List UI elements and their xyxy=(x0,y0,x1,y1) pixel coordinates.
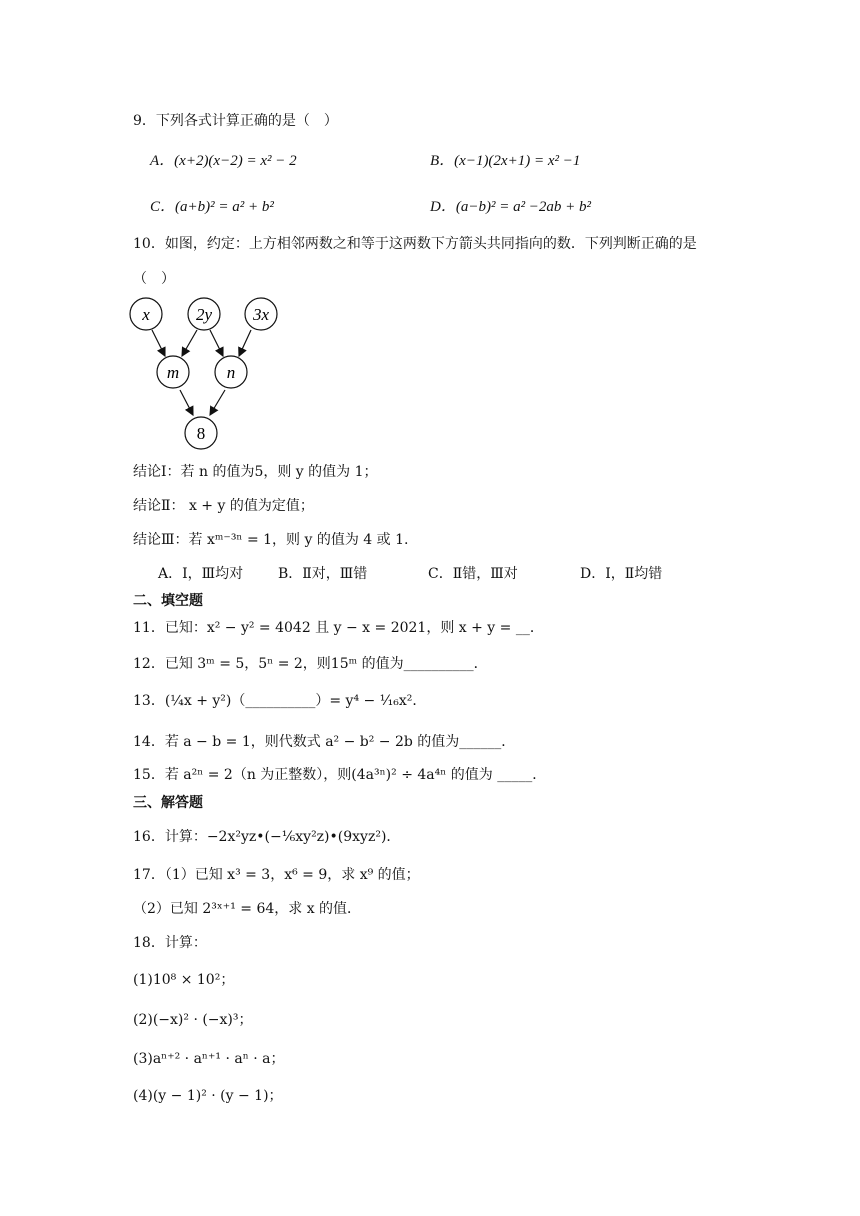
arrow-m-to-8 xyxy=(180,390,193,415)
q9-option-c: C．(a+b)² = a² + b² xyxy=(150,199,274,215)
section-fill-in-title: 二、填空题 xyxy=(133,593,203,609)
q9-stem: 9．下列各式计算正确的是（ ） xyxy=(133,113,338,129)
q10-paren: （ ） xyxy=(133,271,175,287)
q17-part-1: 17．（1）已知 x³ = 3，x⁶ = 9，求 x⁹ 的值； xyxy=(133,867,420,883)
q12: 12．已知 3ᵐ = 5，5ⁿ = 2，则15ᵐ 的值为__________． xyxy=(133,656,488,672)
q11: 11．已知：x² − y² = 4042 且 y − x = 2021，则 x + y = __． xyxy=(133,620,544,636)
q18-item-3: (3)aⁿ⁺² · aⁿ⁺¹ · aⁿ · a； xyxy=(133,1051,285,1067)
node-mid-2: n xyxy=(226,363,236,382)
q10-conclusion-1: 结论Ⅰ：若 n 的值为5，则 y 的值为 1； xyxy=(133,464,378,480)
q10-conclusion-3: 结论Ⅲ：若 xᵐ⁻³ⁿ = 1，则 y 的值为 4 或 1. xyxy=(133,532,409,548)
q18-item-2: (2)(−x)² · (−x)³； xyxy=(133,1012,253,1028)
arrow-x-to-m xyxy=(152,330,165,356)
q10-option-a: A．Ⅰ，Ⅲ均对 xyxy=(158,566,244,582)
q10-option-c: C．Ⅱ错，Ⅲ对 xyxy=(428,566,518,582)
q9-option-b: B．(x−1)(2x+1) = x² −1 xyxy=(430,153,581,169)
arrow-2y-to-m xyxy=(182,330,197,356)
q9-option-a: A．(x+2)(x−2) = x² − 2 xyxy=(150,153,297,169)
node-mid-1: m xyxy=(166,363,180,382)
q9-option-d: D．(a−b)² = a² −2ab + b² xyxy=(430,199,592,215)
q10-option-d: D．Ⅰ，Ⅱ均错 xyxy=(580,566,663,582)
q10-option-b: B．Ⅱ对，Ⅲ错 xyxy=(278,566,368,582)
q18-item-4: (4)(y − 1)² · (y − 1)； xyxy=(133,1088,283,1104)
q14: 14．若 a − b = 1，则代数式 a² − b² − 2b 的值为______． xyxy=(133,734,516,750)
arrow-3x-to-n xyxy=(239,330,251,356)
q13: 13．(¼x + y²)（__________）= y⁴ − ¹⁄₁₆x²． xyxy=(133,693,427,709)
q15: 15．若 a²ⁿ = 2（n 为正整数），则(4a³ⁿ)² ÷ 4a⁴ⁿ 的值为 _____． xyxy=(133,767,547,783)
q16: 16．计算：−2x²yz•(−⅙xy²z)•(9xyz²)． xyxy=(133,829,401,845)
node-top-3: 3x xyxy=(252,305,270,324)
node-bottom: 8 xyxy=(196,424,206,443)
arrow-2y-to-n xyxy=(210,330,223,356)
section-answer-title: 三、解答题 xyxy=(133,795,203,811)
sum-tree-diagram xyxy=(125,295,285,455)
q17-part-2: （2）已知 2³ˣ⁺¹ = 64，求 x 的值． xyxy=(133,901,362,917)
q18-stem: 18．计算： xyxy=(133,935,207,951)
q10-stem: 10．如图，约定：上方相邻两数之和等于这两数下方箭头共同指向的数．下列判断正确的是 xyxy=(133,236,697,252)
q10-conclusion-2: 结论Ⅱ： x + y 的值为定值； xyxy=(133,498,314,514)
q18-item-1: (1)10⁸ × 10²； xyxy=(133,972,235,988)
node-top-2: 2y xyxy=(195,305,213,324)
arrow-n-to-8 xyxy=(210,390,225,415)
node-top-1: x xyxy=(142,305,150,324)
